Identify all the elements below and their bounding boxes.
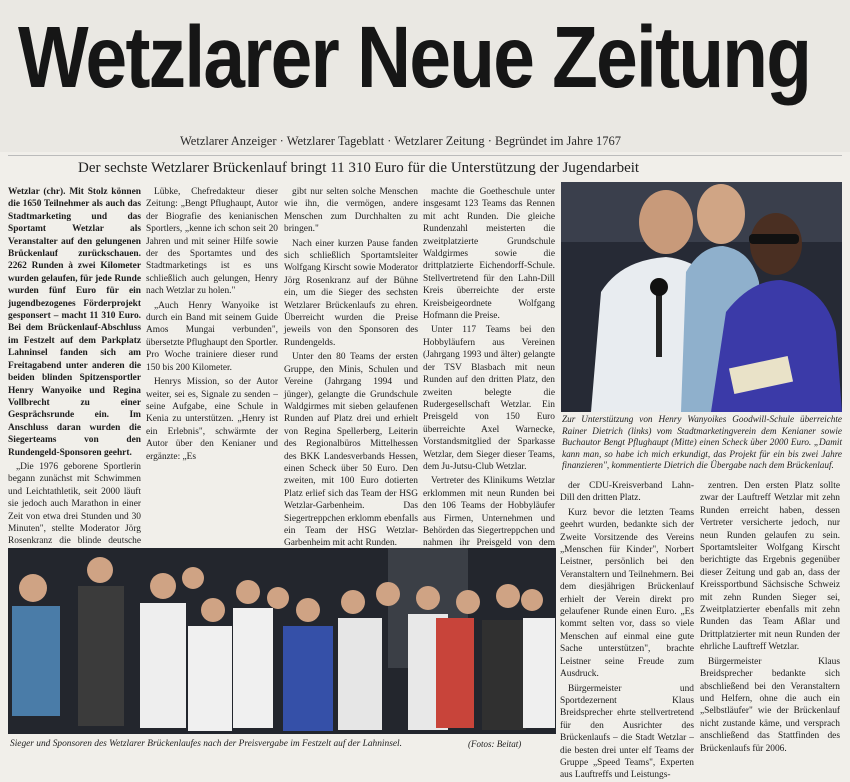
column-1-paragraph: „Die 1976 geborene Sportlerin begann zunächst mit Schwimmen und Leichtathletik, seit 2000 läuft sie jedoch auch Marathon in einer Zeit von etwa drei Stunden und 30 Minuten", stellte Moderator Jörg Rosenkranz die blinde deutsche [8,461,141,547]
photo-credit: (Fotos: Beitat) [468,739,522,749]
column-4-paragraph: Vertreter des Klinikums Wetzlar erklommen mit neun Runden bei den 106 Teams der Hobbyläufer aus Firmen, Unternehmen und Behörden das Siegertreppchen und nahmen ihr Preisgeld von dem [423,476,555,549]
photo-group-winners [8,548,556,734]
masthead-rule [8,155,842,156]
article-column-1 [8,186,141,581]
column-2-paragraph: „Auch Henry Wanyoike ist durch ein Band mit seinem Guide Amos Mungai verbunden", übersetzte Pflughaupt den Sportler. Pro Woche trainiere dieser rund 150 bis 200 Kilometer. [146,300,278,373]
article-headline: Der sechste Wetzlarer Brückenlauf bringt 11 310 Euro für die Unterstützung der Jugendarbeit [78,160,640,176]
column-4-paragraph: Unter 117 Teams bei den Hobbyläufern aus Vereinen (Jahrgang 1993 und älter) gelangte der TSV Blasbach mit neun Runden auf den dritten Platz, den zweiten belegte die Rudergesellschaft Wetzlar. Ein Preisgeld von 150 Euro überreichte Axel Warnecke, Vorstandsmitglied der Sparkasse Wetzlar, dem Sieger dieser Teams, dem Ju-Jutsu-Club Wetzlar. [423,325,555,472]
column-6-paragraph: Bürgermeister Klaus Breidsprecher bedankte sich abschließend bei den Veranstaltern und Helfern, ohne die auch ein „Selbstläufer" wie der Brückenlauf nicht zustande käme, und versprach anschließend das Stattfinden des Brückenlaufs für 2006. [700,656,840,754]
newspaper-title: Wetzlarer Neue Zeitung [18,9,811,106]
column-2-paragraph: Lübke, Chefredakteur dieser Zeitung: „Bengt Pflughaupt, Autor der Biografie des kenianischen Sportlers, „kenne ich schon seit 20 Jahren und mit seiner Hilfe sowie der des Sportamtes und des Stadtmarketings ist es uns schließlich auch gelungen, Henry nach Wetzlar zu holen." [146,187,278,297]
column-5-paragraph: Kurz bevor die letzten Teams geehrt wurden, bedankte sich der Zweite Vorsitzende des Vereins „Menschen für Kinder", Norbert Leistner, persönlich bei den Veranstaltern und Teilnehmern. Bei dem diesjährigen Brückenlauf erhielt der Verein direkt pro gelaufener Runde einen Euro. „Es kommt selten vor, dass so viele Menschen auf einmal eine gute Sache unterstützen", brachte Leistner seine Freude zum Ausdruck. [560,507,694,680]
photo-group-winners-image [8,548,556,734]
column-5-paragraph: Bürgermeister und Sportdezernent Klaus Breidsprecher ehrte stellvertretend für den Ausrichter des Brückenlaufs – die Stadt Wetzlar – die besten drei unter elf Teams der Gruppe „Speed Teams", Experten aus Lauftreffs und Leistungs- [560,683,694,781]
article-column-2 [146,186,278,581]
photo-check-handover [561,182,842,412]
photo-check-handover-image [561,182,842,412]
column-3-paragraph: Nach einer kurzen Pause fanden sich schließlich Sportamtsleiter Wolfgang Kirscht sowie Moderator Jörg Rosenkranz auf der Bühne ein, um die Sieger des sechsten Wetzlarer Brückenlaufs zu ehren. Überreicht wurden die Preise jeweils von den Sponsoren des Rundengelds. [284,238,418,348]
article-column-5 [560,480,694,781]
photo-top-caption: Zur Unterstützung von Henry Wanyoikes Goodwill-Schule überreichte Rainer Dietrich (links) vom Stadtmarketingverein dem Kenianer sowie Buchautor Bengt Pflughaupt (Mitte) einen Scheck über 2000 Euro. „Damit kann man, so habe ich mich erkundigt, das Projekt für ein bis zwei Jahre finanzieren", kommentierte Dietrich die Übergabe nach dem Brückenlauf. [562,414,842,471]
column-5-paragraph: der CDU-Kreisverband Lahn-Dill den dritten Platz. [560,481,694,504]
column-3-paragraph: Unter den 80 Teams der ersten Gruppe, den Minis, Schulen und Vereine (Jahrgang 1994 und jünger), gelangte die Grundschule Waldgirmes mit sieben gelaufenen Runden auf Platz drei und erhielt von Regina Spellerberg, Leiterin des Regionalbüros Mittelhessen des BKK Landesverbands Hessen, einen Scheck über 50 Euro. Den zweiten, mit 100 Euro dotierten Platz erlief sich das Team der HSG Wetzlar-Garbenheim. Das Siegertreppchen erklomm ebenfalls ein Team der HSG Wetzlar-Garbenheim mit acht Runden. [284,352,418,549]
newspaper-subtitle: Wetzlarer Anzeiger · Wetzlarer Tageblatt · Wetzlarer Zeitung · Begründet im Jahre 1767 [180,134,622,148]
column-6-paragraph: zentren. Den ersten Platz sollte zwar der Lauftreff Wetzlar mit zehn Runden erreicht haben, dessen Vertreter versicherte jedoch, nur neun Runden gelaufen zu sein. Sportamtsleiter Wolfgang Kirscht berichtigte das Ergebnis gegenüber dieser Zeitung und gab an, dass der Kreissportbund Sächsische Schweiz mit zehn Runden Sieger sei, Zweitplatzierter ebenfalls mit zehn Runden das Team Aßlar und Drittplatzierter mit neun Runden der ehrliche Lauftreff Wetzlar. [700,481,840,653]
photo-bottom-caption: Sieger und Sponsoren des Wetzlarer Brückenlaufes nach der Preisvergabe im Festzelt auf der Lahninsel. [10,739,402,749]
column-3-paragraph: gibt nur selten solche Menschen wie ihn, die vermögen, andere Menschen zum Durchhalten zu bringen." [284,187,418,235]
column-4-paragraph: machte die Goetheschule unter insgesamt 123 Teams das Rennen mit acht Runden. Die gleiche Rundenzahl meisterten die zweitplatzierte Grundschule Waldgirmes sowie die drittplatzierte Eichendorff-Schule. Stellvertretend für den Lahn-Dill Kreis überreichte der erste Kreisbeigeordnete Wolfgang Hofmann die Preise. [423,187,555,322]
article-column-6 [700,480,840,754]
article-lead: Wetzlar (chr). Mit Stolz können die 1650 Teilnehmer als auch das Stadtmarketing und das Sportamt Wetzlar als Veranstalter auf den gelungenen Brückenlauf zurückschauen. 2262 Runden à zwei Kilometer wurden gelaufen, für jede Runde wurden fünf Euro für ein jugendbezogenes Förderprojekt gesponsert – macht 11 310 Euro. Bei dem Brückenlauf-Abschluss im Festzelt auf dem Parkplatz Lahninsel fanden sich am Freitagabend unter anderen die beiden blinden Spitzensportler Henry Wanyoike und Regina Vollbrecht zu einer Gesprächsrunde ein. Im Anschluss daran wurden die Siegerteams von den Rundengeld-Sponsoren geehrt. [8,187,141,458]
column-2-paragraph: Henrys Mission, so der Autor weiter, sei es, Signale zu senden – seine Aufgabe, eine Schule in Kenia zu unterstützen. „Henry ist ein Erlebnis", schwärmte der Autor über den Kenianer und ergänzte: „Es [146,377,278,462]
article-column-3 [284,186,418,581]
article-column-4 [423,186,555,581]
masthead [0,0,850,152]
